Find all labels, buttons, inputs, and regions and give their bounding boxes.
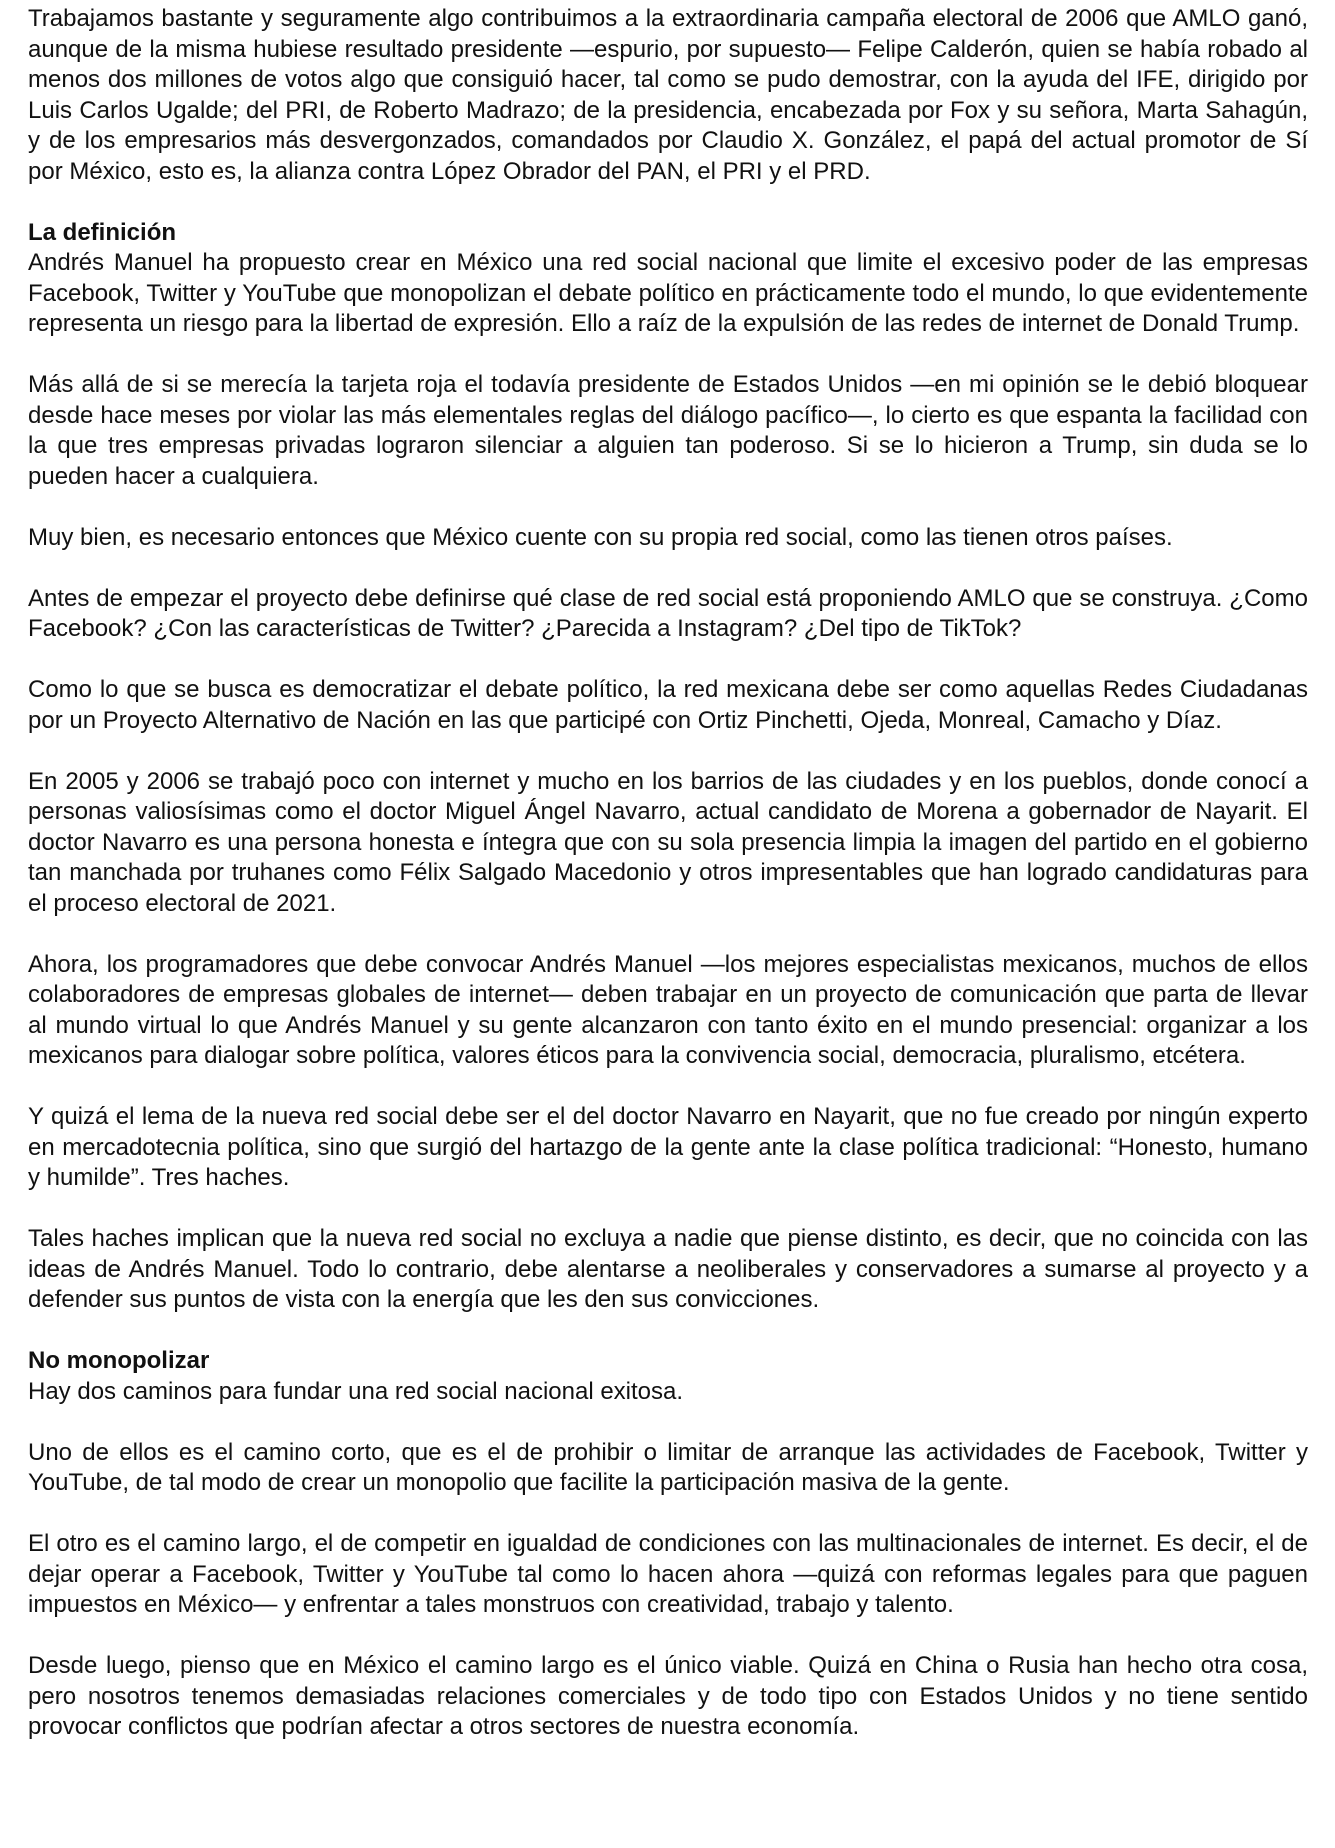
paragraph-camino-largo: El otro es el camino largo, el de competir en igualdad de condiciones con las multinacionales de internet. Es decir, el de dejar operar a Facebook, Twitter y YouTube tal como lo hacen ahora —quizá con reformas legales para que paguen impuestos en México— y enfrentar a tales monstruos con creatividad, trabajo y talento. (28, 1530, 1308, 1618)
paragraph-programadores: Ahora, los programadores que debe convocar Andrés Manuel —los mejores especialistas mexicanos, muchos de ellos colaboradores de empresas globales de internet— deben trabajar en un proyecto de comunicación que parta de llevar al mundo virtual lo que Andrés Manuel y su gente alcanzaron con tanto éxito en el mundo presencial: organizar a los mexicanos para dialogar sobre política, valores éticos para la convivencia social, democracia, pluralismo, etcétera. (28, 950, 1308, 1069)
paragraph-2005-2006: En 2005 y 2006 se trabajó poco con internet y mucho en los barrios de las ciudades y en los pueblos, donde conocí a personas valiosísimas como el doctor Miguel Ángel Navarro, actual candidato de Morena a gobernador de Nayarit. El doctor Navarro es una persona honesta e íntegra que con su sola presencia limpia la imagen del partido en el gobierno tan manchada por truhanes como Félix Salgado Macedonio y otros impresentables que han logrado candidaturas para el proceso electoral de 2021. (28, 767, 1308, 917)
heading-text: No monopolizar (28, 1347, 210, 1374)
paragraph-conclusion: Desde luego, pienso que en México el camino largo es el único viable. Quizá en China o Rusia han hecho otra cosa, pero nosotros tenemos demasiadas relaciones comerciales y de todo tipo con Estados Unidos y no tiene sentido provocar conflictos que podrían afectar a otros sectores de nuestra economía. (28, 1652, 1308, 1740)
paragraph-definir-proyecto: Antes de empezar el proyecto debe definirse qué clase de red social está proponiendo AMLO que se construya. ¿Como Facebook? ¿Con las características de Twitter? ¿Parecida a Instagram? ¿Del tipo de TikTok? (28, 584, 1308, 642)
paragraph-redes-ciudadanas: Como lo que se busca es democratizar el debate político, la red mexicana debe ser como aquellas Redes Ciudadanas por un Proyecto Alternativo de Nación en las que participé con Ortiz Pinchetti, Ojeda, Monreal, Camacho y Díaz. (28, 676, 1308, 734)
paragraph-red-social-nacional: Andrés Manuel ha propuesto crear en México una red social nacional que limite el excesivo poder de las empresas Facebook, Twitter y YouTube que monopolizan el debate político en prácticamente todo el mundo, lo que evidentemente representa un riesgo para la libertad de expresión. Ello a raíz de la expulsión de las redes de internet de Donald Trump. (28, 249, 1308, 337)
section-heading-la-definicion (28, 218, 1308, 249)
paragraph-tres-haches: Tales haches implican que la nueva red social no excluya a nadie que piense distinto, es decir, que no coincida con las ideas de Andrés Manuel. Todo lo contrario, debe alentarse a neoliberales y conservadores a sumarse al proyecto y a defender sus puntos de vista con la energía que les den sus convicciones. (28, 1225, 1308, 1313)
heading-text: La definición (28, 218, 177, 246)
paragraph-tarjeta-roja: Más allá de si se merecía la tarjeta roja el todavía presidente de Estados Unidos —en mi opinión se le debió bloquear desde hace meses por violar las más elementales reglas del diálogo pacífico—, lo cierto es que espanta la facilidad con la que tres empresas privadas lograron silenciar a alguien tan poderoso. Si se lo hicieron a Trump, sin duda se lo pueden hacer a cualquiera. (28, 371, 1308, 490)
paragraph-dos-caminos: Hay dos caminos para fundar una red social nacional exitosa. (28, 1377, 684, 1405)
article-body (28, 4, 1308, 1743)
paragraph-propia-red: Muy bien, es necesario entonces que México cuente con su propia red social, como las tienen otros países. (28, 523, 1173, 551)
paragraph-lema: Y quizá el lema de la nueva red social debe ser el del doctor Navarro en Nayarit, que no fue creado por ningún experto en mercadotecnia política, sino que surgió del hartazgo de la gente ante la clase política tradicional: “Honesto, humano y humilde”. Tres haches. (28, 1103, 1308, 1191)
section-heading-no-monopolizar (28, 1346, 1308, 1377)
paragraph-intro: Trabajamos bastante y seguramente algo contribuimos a la extraordinaria campaña electoral de 2006 que AMLO ganó, aunque de la misma hubiese resultado presidente —espurio, por supuesto— Felipe Calderón, quien se había robado al menos dos millones de votos algo que consiguió hacer, tal como se pudo demostrar, con la ayuda del IFE, dirigido por Luis Carlos Ugalde; del PRI, de Roberto Madrazo; de la presidencia, encabezada por Fox y su señora, Marta Sahagún, y de los empresarios más desvergonzados, comandados por Claudio X. González, el papá del actual promotor de Sí por México, esto es, la alianza contra López Obrador del PAN, el PRI y el PRD. (28, 5, 1308, 185)
paragraph-camino-corto: Uno de ellos es el camino corto, que es el de prohibir o limitar de arranque las actividades de Facebook, Twitter y YouTube, de tal modo de crear un monopolio que facilite la participación masiva de la gente. (28, 1438, 1308, 1496)
